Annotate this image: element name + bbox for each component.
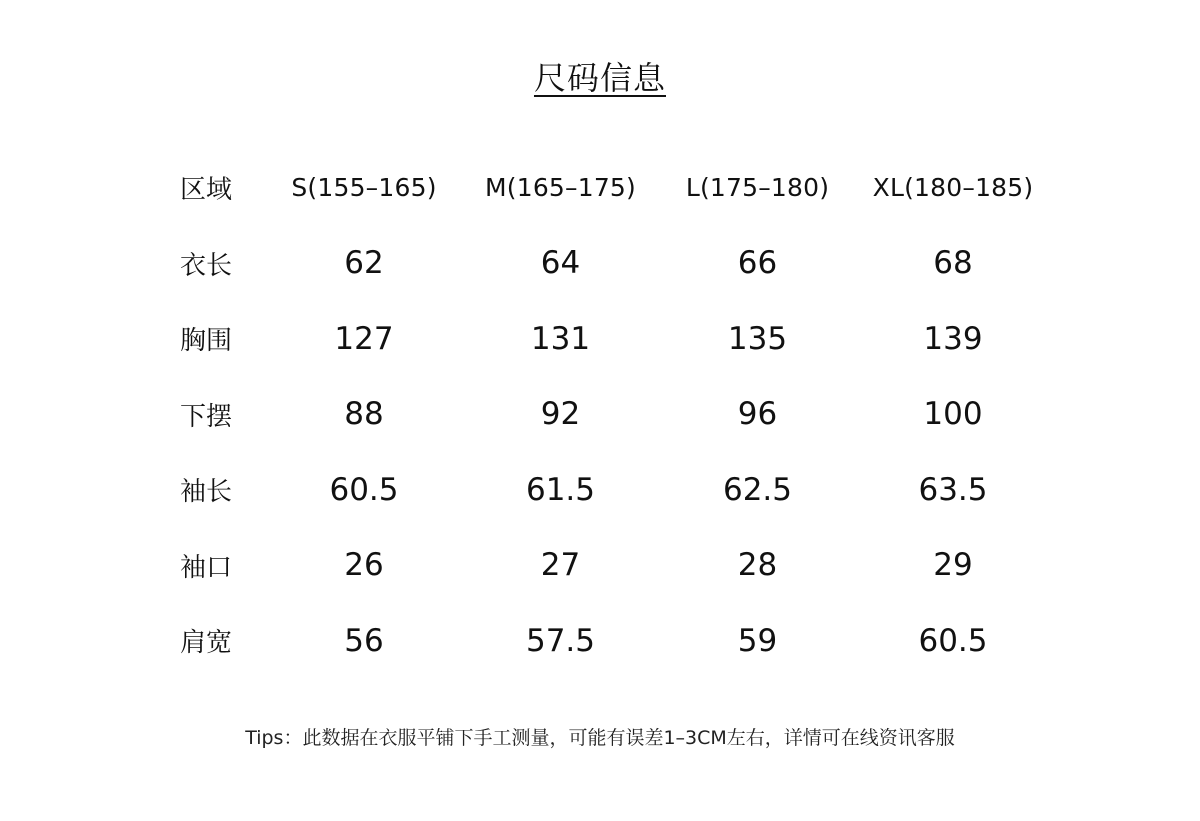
table-cell: 63.5 [918, 471, 988, 508]
table-cell: 64 [540, 245, 581, 282]
page-title [0, 56, 1200, 100]
table-cell: 62.5 [722, 471, 793, 508]
table-row [170, 226, 1050, 302]
table-cell: 60.5 [918, 622, 988, 659]
row-label: 下摆 [180, 401, 233, 432]
table-cell: 27 [540, 547, 581, 584]
header-cell-size-m: M(165–175) [484, 173, 636, 203]
table-cell: 139 [923, 320, 983, 357]
table-cell: 29 [933, 547, 973, 584]
table-cell: 60.5 [329, 471, 399, 508]
row-label: 衣长 [180, 250, 233, 281]
row-label: 胸围 [180, 326, 233, 357]
size-table [170, 150, 1050, 679]
row-label: 袖长 [180, 477, 233, 508]
table-row [170, 528, 1050, 604]
table-cell: 92 [540, 396, 581, 433]
table-cell: 96 [737, 396, 778, 433]
table-cell: 62 [344, 245, 384, 282]
table-cell: 68 [933, 245, 973, 282]
table-cell: 59 [737, 622, 778, 659]
table-header-row [170, 150, 1050, 226]
table-cell: 88 [344, 396, 384, 433]
header-cell-size-l: L(175–180) [685, 173, 830, 203]
table-cell: 56 [344, 622, 384, 659]
header-cell-area: 区域 [180, 175, 233, 206]
table-cell: 135 [727, 320, 788, 357]
header-cell-size-xl: XL(180–185) [872, 173, 1034, 203]
table-cell: 127 [334, 320, 394, 357]
table-cell: 61.5 [525, 471, 596, 508]
table-cell: 131 [530, 320, 591, 357]
table-cell: 100 [923, 396, 983, 433]
table-cell: 26 [344, 547, 384, 584]
table-row [170, 301, 1050, 377]
table-row [170, 603, 1050, 679]
row-label: 袖口 [180, 552, 233, 583]
table-cell: 28 [737, 547, 778, 584]
row-label: 肩宽 [180, 628, 233, 659]
header-cell-size-s: S(155–165) [291, 173, 437, 203]
table-cell: 66 [737, 245, 778, 282]
tips-note: Tips：此数据在衣服平铺下手工测量，可能有误差1–3CM左右，详情可在线资讯客服 [245, 727, 955, 749]
table-row [170, 452, 1050, 528]
page-title-text: 尺码信息 [533, 59, 666, 97]
table-row [170, 377, 1050, 453]
table-cell: 57.5 [525, 622, 596, 659]
